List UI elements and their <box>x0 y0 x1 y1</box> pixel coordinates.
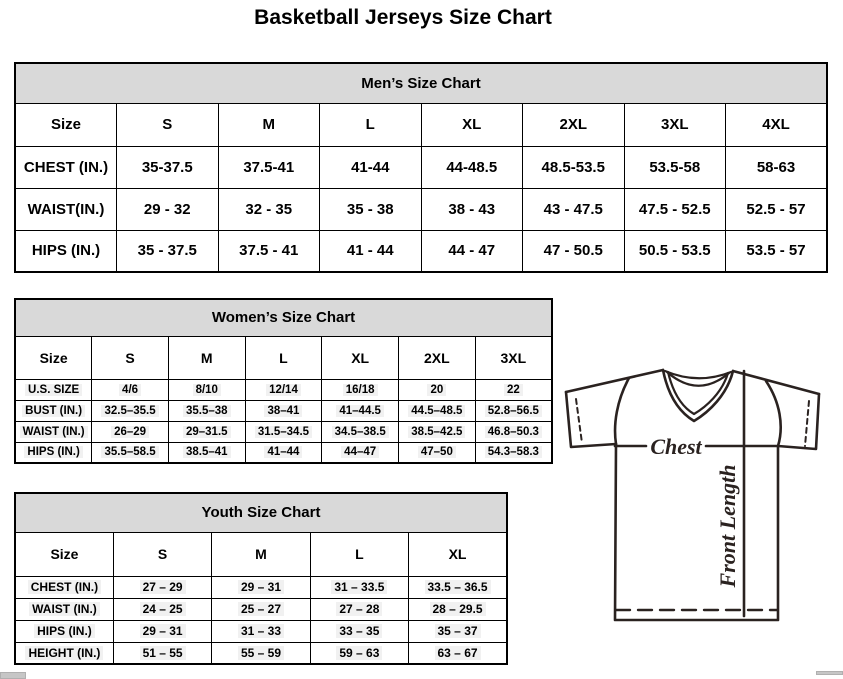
column-header <box>409 532 507 576</box>
section-header-row <box>15 299 552 336</box>
column-header-text: XL <box>462 116 482 133</box>
row-label-text: HIPS (IN.) <box>24 446 82 458</box>
column-header-text: Size <box>39 349 68 366</box>
size-value-text: 35.5–58.5 <box>101 446 158 458</box>
size-value <box>523 188 625 230</box>
jersey-left-armhole-seam <box>615 378 629 444</box>
size-value <box>218 230 320 272</box>
row-label-text: WAIST (IN.) <box>20 426 88 438</box>
size-value-text: 31.5–34.5 <box>255 426 312 438</box>
size-value-text: 28 – 29.5 <box>430 602 486 616</box>
column-header-text: M <box>262 116 275 133</box>
size-value <box>212 642 310 664</box>
size-value-text: 54.3–58.3 <box>485 446 542 458</box>
table-row <box>15 421 552 442</box>
column-header <box>117 103 219 146</box>
column-header-text: XL <box>351 349 370 366</box>
size-value <box>92 421 169 442</box>
section-title <box>15 299 552 336</box>
row-label <box>15 442 92 463</box>
mens-size-table <box>14 62 828 273</box>
size-value <box>92 400 169 421</box>
column-header-text: 2XL <box>424 349 450 366</box>
size-value <box>320 188 422 230</box>
size-value <box>624 230 726 272</box>
size-value <box>245 442 322 463</box>
size-value-text: 29 – 31 <box>238 580 284 594</box>
jersey-left-sleeve <box>566 392 616 447</box>
column-header <box>310 532 408 576</box>
size-value <box>310 642 408 664</box>
size-value-text: 44–47 <box>341 446 379 458</box>
table-row <box>15 642 507 664</box>
size-value <box>310 620 408 642</box>
column-header-text: XL <box>448 546 467 562</box>
column-header-text: M <box>255 546 267 562</box>
column-header <box>399 336 476 379</box>
size-value <box>310 576 408 598</box>
size-value <box>245 421 322 442</box>
section-title <box>15 493 507 532</box>
chest-label: Chest <box>650 434 702 459</box>
column-header-text: L <box>279 349 288 366</box>
youth-size-table <box>14 492 508 665</box>
column-header <box>245 336 322 379</box>
size-value-text: 38 - 43 <box>448 200 496 218</box>
jersey-body-outline <box>615 444 778 620</box>
size-value <box>624 146 726 188</box>
size-value-text: 55 – 59 <box>238 646 284 660</box>
size-value <box>475 400 552 421</box>
size-value-text: 41–44.5 <box>336 405 384 417</box>
size-value <box>409 620 507 642</box>
size-value-text: 35 – 37 <box>435 624 481 638</box>
size-value-text: 29 - 32 <box>143 200 191 218</box>
section-title <box>15 63 827 103</box>
size-value <box>322 442 399 463</box>
size-value-text: 31 – 33.5 <box>331 580 387 594</box>
size-value-text: 41–44 <box>264 446 302 458</box>
size-value <box>322 400 399 421</box>
size-value-text: 50.5 - 53.5 <box>638 242 711 260</box>
size-value-text: 35 - 37.5 <box>137 242 197 260</box>
column-header-row <box>15 103 827 146</box>
column-header <box>320 103 422 146</box>
row-label-text: HIPS (IN.) <box>31 242 101 260</box>
jersey-right-armhole-seam <box>766 381 781 446</box>
size-value-text: 27 – 29 <box>140 580 186 594</box>
size-value <box>212 576 310 598</box>
size-value <box>399 442 476 463</box>
size-value-text: 53.5-58 <box>649 158 701 176</box>
size-value <box>726 230 828 272</box>
size-value <box>168 442 245 463</box>
size-value-text: 41 - 44 <box>346 242 394 260</box>
column-header-text: S <box>157 546 168 562</box>
size-value <box>399 379 476 400</box>
size-value-text: 53.5 - 57 <box>746 242 806 260</box>
jersey-right-sleeve-stitch-line <box>805 401 809 446</box>
size-value <box>245 379 322 400</box>
size-value-text: 51 – 55 <box>140 646 186 660</box>
section-header-row <box>15 493 507 532</box>
size-value <box>117 146 219 188</box>
size-value <box>409 576 507 598</box>
size-value <box>218 146 320 188</box>
row-label <box>15 620 113 642</box>
size-value-text: 35-37.5 <box>141 158 193 176</box>
front-length-label: Front Length <box>715 464 740 588</box>
column-header <box>92 336 169 379</box>
row-label <box>15 146 117 188</box>
column-header-text: 4XL <box>762 116 790 133</box>
jersey-right-sleeve <box>778 394 819 449</box>
column-header-text: L <box>365 116 375 133</box>
column-header-text: L <box>355 546 364 562</box>
size-value <box>322 421 399 442</box>
size-value <box>523 230 625 272</box>
jersey-left-sleeve-stitch-line <box>576 399 582 443</box>
size-value-text: 35.5–38 <box>183 405 231 417</box>
size-value-text: 59 – 63 <box>336 646 382 660</box>
size-value-text: 44 - 47 <box>448 242 496 260</box>
row-label-text: CHEST (IN.) <box>23 158 109 176</box>
size-value <box>726 188 828 230</box>
size-value <box>310 598 408 620</box>
row-label <box>15 230 117 272</box>
size-value-text: 37.5-41 <box>243 158 295 176</box>
column-header-text: 3XL <box>500 349 527 366</box>
size-value <box>475 442 552 463</box>
column-header-text: 3XL <box>660 116 689 133</box>
table-row <box>15 598 507 620</box>
size-value <box>726 146 828 188</box>
size-value-text: 38.5–42.5 <box>408 426 465 438</box>
section-header-row <box>15 63 827 103</box>
column-header <box>212 532 310 576</box>
size-value <box>475 379 552 400</box>
size-value-text: 31 – 33 <box>238 624 284 638</box>
size-value-text: 52.8–56.5 <box>485 405 542 417</box>
size-value <box>92 442 169 463</box>
column-header <box>523 103 625 146</box>
column-header <box>624 103 726 146</box>
size-value <box>113 620 211 642</box>
section-title-text: Youth Size Chart <box>201 504 321 522</box>
size-value-text: 26–29 <box>111 426 149 438</box>
table-row <box>15 442 552 463</box>
size-value <box>421 188 523 230</box>
column-header <box>15 532 113 576</box>
page-title: Basketball Jerseys Size Chart <box>254 6 552 29</box>
jersey-right-shoulder-line <box>733 371 819 394</box>
column-header <box>168 336 245 379</box>
row-label-text: BUST (IN.) <box>22 405 85 417</box>
column-header <box>218 103 320 146</box>
size-value-text: 58-63 <box>756 158 796 176</box>
size-value <box>421 230 523 272</box>
size-value <box>475 421 552 442</box>
size-value-text: 25 – 27 <box>238 602 284 616</box>
size-value <box>168 379 245 400</box>
size-value <box>320 230 422 272</box>
column-header-text: S <box>125 349 135 366</box>
column-header-text: Size <box>50 116 81 133</box>
size-value-text: 20 <box>427 384 446 396</box>
row-label-text: HIPS (IN.) <box>34 624 95 638</box>
size-value-text: 38–41 <box>264 405 302 417</box>
size-value <box>117 230 219 272</box>
table-row <box>15 146 827 188</box>
size-value-text: 29 – 31 <box>140 624 186 638</box>
size-value-text: 41-44 <box>351 158 390 176</box>
size-value-text: 32.5–35.5 <box>101 405 158 417</box>
jersey-diagram <box>555 358 837 630</box>
column-header <box>421 103 523 146</box>
womens-size-table <box>14 298 553 464</box>
size-value <box>113 576 211 598</box>
size-value-text: 24 – 25 <box>140 602 186 616</box>
size-value-text: 48.5-53.5 <box>541 158 605 176</box>
row-label-text: HEIGHT (IN.) <box>25 646 103 660</box>
table-row <box>15 620 507 642</box>
size-value <box>399 421 476 442</box>
row-label-text: WAIST(IN.) <box>27 200 105 218</box>
size-value-text: 43 - 47.5 <box>543 200 603 218</box>
table-row <box>15 576 507 598</box>
column-header <box>15 336 92 379</box>
size-value <box>322 379 399 400</box>
column-header-text: S <box>162 116 173 133</box>
column-header <box>726 103 828 146</box>
size-value <box>320 146 422 188</box>
size-value <box>168 421 245 442</box>
column-header <box>113 532 211 576</box>
size-value-text: 12/14 <box>266 384 301 396</box>
table-row <box>15 379 552 400</box>
size-value <box>212 620 310 642</box>
column-header-row <box>15 532 507 576</box>
size-value <box>409 598 507 620</box>
size-value <box>624 188 726 230</box>
size-value-text: 33 – 35 <box>336 624 382 638</box>
size-value <box>421 146 523 188</box>
jersey-left-shoulder-line <box>566 370 663 392</box>
row-label <box>15 188 117 230</box>
size-value <box>523 146 625 188</box>
column-header-text: 2XL <box>559 116 587 133</box>
section-title-text: Women’s Size Chart <box>211 309 356 327</box>
size-value <box>113 642 211 664</box>
size-value-text: 52.5 - 57 <box>746 200 806 218</box>
size-value-text: 47 - 50.5 <box>543 242 603 260</box>
row-label <box>15 598 113 620</box>
size-value-text: 38.5–41 <box>183 446 231 458</box>
size-value-text: 16/18 <box>343 384 378 396</box>
section-title-text: Men’s Size Chart <box>361 74 481 92</box>
column-header-row <box>15 336 552 379</box>
size-value <box>168 400 245 421</box>
row-label-text: U.S. SIZE <box>25 384 82 396</box>
size-value <box>117 188 219 230</box>
size-value <box>113 598 211 620</box>
size-value-text: 44-48.5 <box>446 158 498 176</box>
row-label <box>15 379 92 400</box>
table-row <box>15 230 827 272</box>
column-header-text: M <box>200 349 213 366</box>
horizontal-scrollbar-thumb-left[interactable] <box>0 672 26 679</box>
size-value-text: 37.5 - 41 <box>239 242 299 260</box>
size-value <box>409 642 507 664</box>
size-value <box>212 598 310 620</box>
horizontal-scrollbar-thumb-right[interactable] <box>816 671 843 675</box>
size-value <box>92 379 169 400</box>
row-label <box>15 400 92 421</box>
size-value-text: 47–50 <box>418 446 456 458</box>
size-value-text: 22 <box>504 384 523 396</box>
row-label <box>15 576 113 598</box>
column-header <box>322 336 399 379</box>
size-value-text: 47.5 - 52.5 <box>638 200 711 218</box>
size-value-text: 32 - 35 <box>245 200 293 218</box>
column-header <box>475 336 552 379</box>
column-header-text: Size <box>50 546 79 562</box>
size-value-text: 34.5–38.5 <box>332 426 389 438</box>
size-value-text: 35 - 38 <box>346 200 394 218</box>
size-value-text: 8/10 <box>193 384 221 396</box>
column-header <box>15 103 117 146</box>
size-value-text: 4/6 <box>119 384 141 396</box>
row-label <box>15 642 113 664</box>
size-value-text: 46.8–50.3 <box>485 426 542 438</box>
size-value-text: 44.5–48.5 <box>408 405 465 417</box>
table-row <box>15 400 552 421</box>
size-value-text: 33.5 – 36.5 <box>425 580 491 594</box>
table-row <box>15 188 827 230</box>
size-value <box>245 400 322 421</box>
size-value-text: 27 – 28 <box>336 602 382 616</box>
size-value <box>218 188 320 230</box>
row-label <box>15 421 92 442</box>
row-label-text: WAIST (IN.) <box>29 602 100 616</box>
size-value <box>399 400 476 421</box>
size-value-text: 29–31.5 <box>183 426 231 438</box>
size-value-text: 63 – 67 <box>435 646 481 660</box>
row-label-text: CHEST (IN.) <box>28 580 101 594</box>
